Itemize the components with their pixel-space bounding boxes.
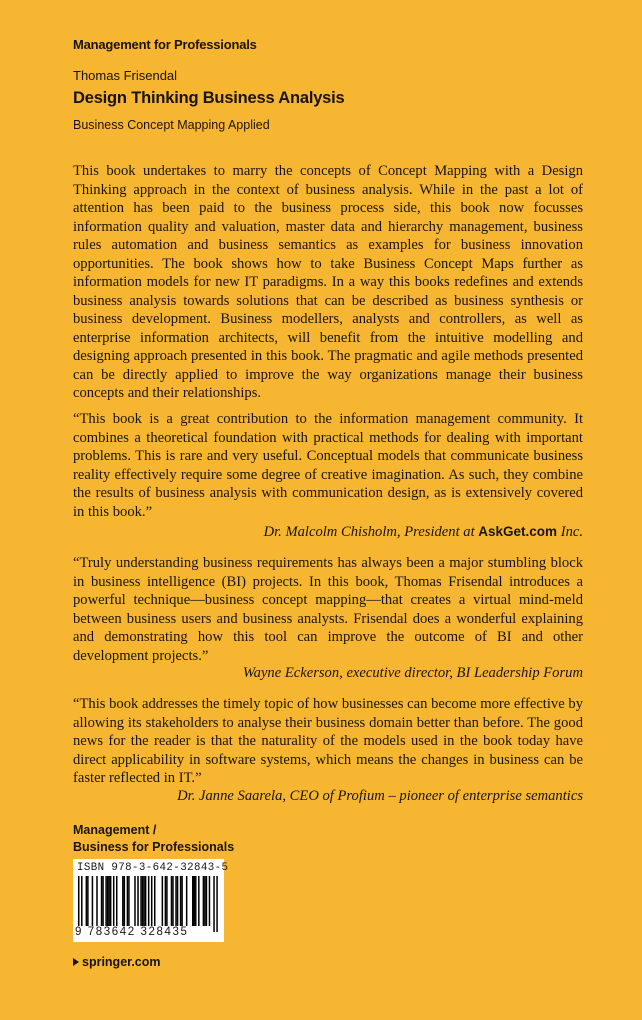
quote-1-attribution [264, 524, 583, 541]
barcode-digits: 9 783642 328435 [75, 926, 189, 938]
quote-3 [73, 695, 583, 788]
author-name: Thomas Frisendal [73, 68, 178, 83]
quote-2-attribution: Wayne Eckerson, executive director, BI Leadership Forum [242, 665, 583, 681]
arrow-right-icon [73, 958, 79, 966]
quote-1 [73, 410, 583, 521]
category-line-1: Management / [73, 823, 157, 837]
book-subtitle: Business Concept Mapping Applied [73, 118, 270, 132]
quote-1-attribution-brand: AskGet.com [478, 524, 558, 539]
quote-2 [73, 554, 583, 665]
description-block [73, 162, 583, 403]
series-name: Management for Professionals [73, 37, 257, 52]
quote-2-text: “Truly understanding business requirements has always been a major stumbling block in business intelligence (BI) projects. In this book, Thomas Frisendal introduces a powerful technique—business concept mapping—that creates a virtual mind-meld between business users and business analysts. Frisendal does a wonderful explaining and demonstrating how this tool can improve the outcome of BI and other development projects.” [73, 555, 583, 664]
quote-1-attribution-prefix: Dr. Malcolm Chisholm, President at [263, 524, 479, 540]
website-label: springer.com [82, 955, 161, 969]
quote-1-attribution-suffix: Inc. [557, 524, 583, 540]
quote-3-text: “This book addresses the timely topic of how businesses can become more effective by allowing its stakeholders to analyse their business domain better than before. The good news for the reader is that the naturality of the models used in the book today have direct applicability in software systems, which means the changes in business can be faster reflected in IT.” [73, 696, 583, 786]
barcode-bars [76, 876, 221, 932]
quote-3-attribution: Dr. Janne Saarela, CEO of Profium – pioneer of enterprise semantics [177, 788, 583, 804]
book-title: Design Thinking Business Analysis [73, 89, 345, 107]
isbn-label: ISBN 978-3-642-32843-5 [77, 862, 229, 874]
quote-1-text: “This book is a great contribution to the information management community. It combines a theoretical foundation with practical methods for dealing with important problems. This is rare and very useful. Conceptual models that communicate business reality effectively require some degree of creative imagination. As such, they combine the results of business analysis with communication design, as is extensively covered in this book.” [73, 411, 583, 520]
isbn-barcode [73, 859, 229, 942]
subject-category [73, 822, 234, 856]
category-line-2: Business for Professionals [73, 840, 235, 854]
description-text: This book undertakes to marry the concepts of Concept Mapping with a Design Thinking approach in the context of business analysis. While in the past a lot of attention has been paid to the business process side, this book now focusses information quality and valuation, master data and hierarchy management, business rules automation and business semantics as examples for business innovation opportunities. The book shows how to take Business Concept Maps further as information models for new IT paradigms. In a way this books redefines and extends business analysis towards solutions that can be described as business synthesis or business development. Business modellers, analysts and controllers, as well as enterprise information architects, will benefit from the intuitive modelling and designing approach presented in this book. The pragmatic and agile methods presented can be directly applied to improve the way organizations manage their business concepts and their relationships. [73, 163, 583, 401]
publisher-website [73, 955, 161, 969]
